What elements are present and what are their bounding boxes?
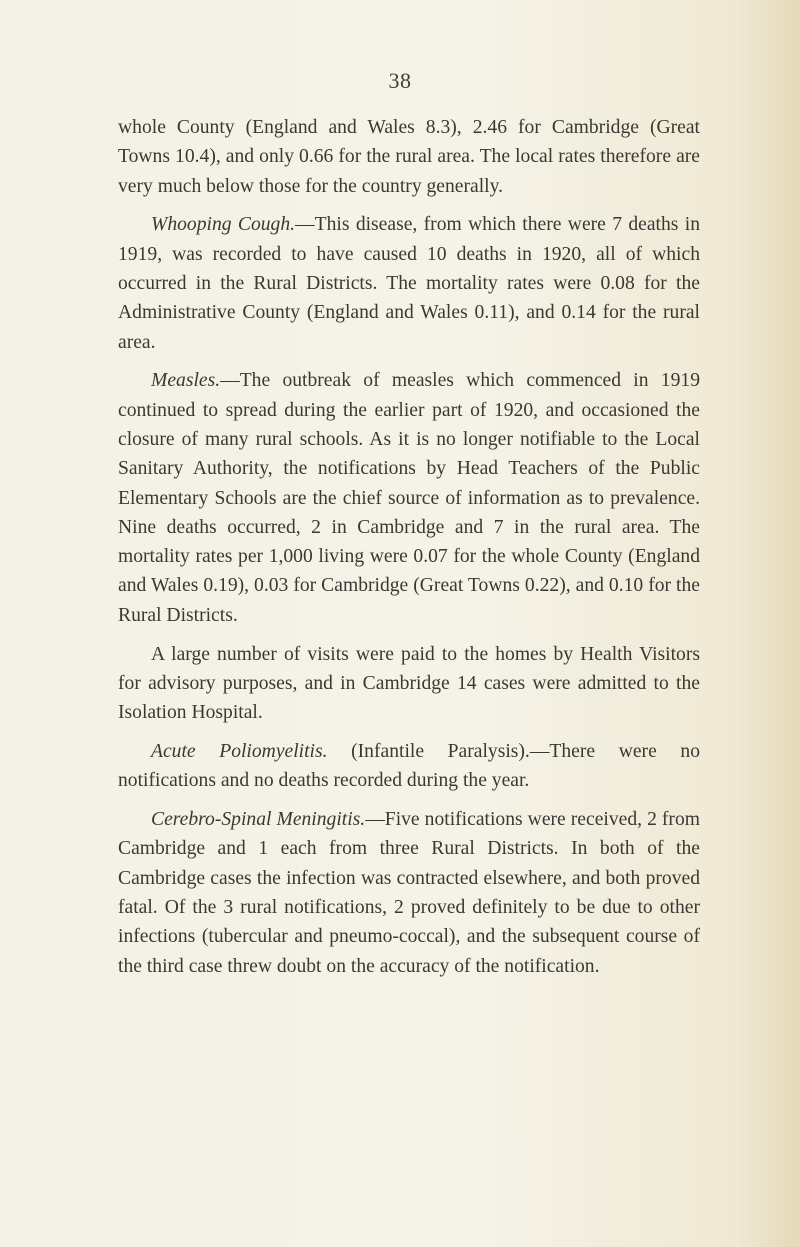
paragraph-meningitis [118, 805, 700, 981]
paragraph-text: —Five notifications were received, 2 from Cambridge and 1 each from three Rural Districts. In both of the Cambridge cases the infection was contracted elsewhere, and both proved fatal. Of the 3 rural notifications, 2 proved definitely to be due to other infections (tubercular and pneumo-coccal), and the subsequent course of the third case threw doubt on the accuracy of the notification. [118, 809, 700, 977]
section-heading-poliomyelitis: Acute Poliomyelitis. [151, 740, 328, 762]
section-heading-measles: Measles. [151, 370, 221, 392]
section-heading-whooping-cough: Whooping Cough. [151, 214, 296, 236]
paragraph-whooping-cough [118, 210, 700, 356]
body-text [118, 113, 700, 990]
paragraph-text: —This disease, from which there were 7 deaths in 1919, was recorded to have caused 10 deaths in 1920, all of which occurred in the Rural Districts. The mortality rates were 0.08 for the Administrative County (England and Wales 0.11), and 0.14 for the rural area. [118, 214, 700, 353]
paragraph-poliomyelitis [118, 737, 700, 796]
paragraph-text: (Infantile Paralysis).—There were no notifications and no deaths recorded during the year. [118, 740, 700, 792]
paragraph-text: whole County (England and Wales 8.3), 2.46 for Cambridge (Great Towns 10.4), and only 0.66 for the rural area. The local rates therefore are very much below those for the country generally. [118, 117, 700, 197]
paragraph-health-visitors [118, 640, 700, 728]
paragraph-county-rates [118, 113, 700, 201]
section-heading-meningitis: Cerebro-Spinal Meningitis. [151, 809, 366, 831]
paragraph-measles [118, 366, 700, 630]
paragraph-text: A large number of visits were paid to the homes by Health Visitors for advisory purposes, and in Cambridge 14 cases were admitted to the Isolation Hospital. [118, 643, 700, 724]
page-number: 38 [388, 68, 412, 93]
paragraph-text: —The outbreak of measles which commenced in 1919 continued to spread during the earlier part of 1920, and occasioned the closure of many rural schools. As it is no longer notifiable to the Local Sanitary Authority, the notifications by Head Teachers of the Public Elementary Schools are the chief source of information as to prevalence. Nine deaths occurred, 2 in Cambridge and 7 in the rural area. The mortality rates per 1,000 living were 0.07 for the whole County (England and Wales 0.19), 0.03 for Cambridge (Great Towns 0.22), and 0.10 for the Rural Districts. [118, 370, 700, 626]
